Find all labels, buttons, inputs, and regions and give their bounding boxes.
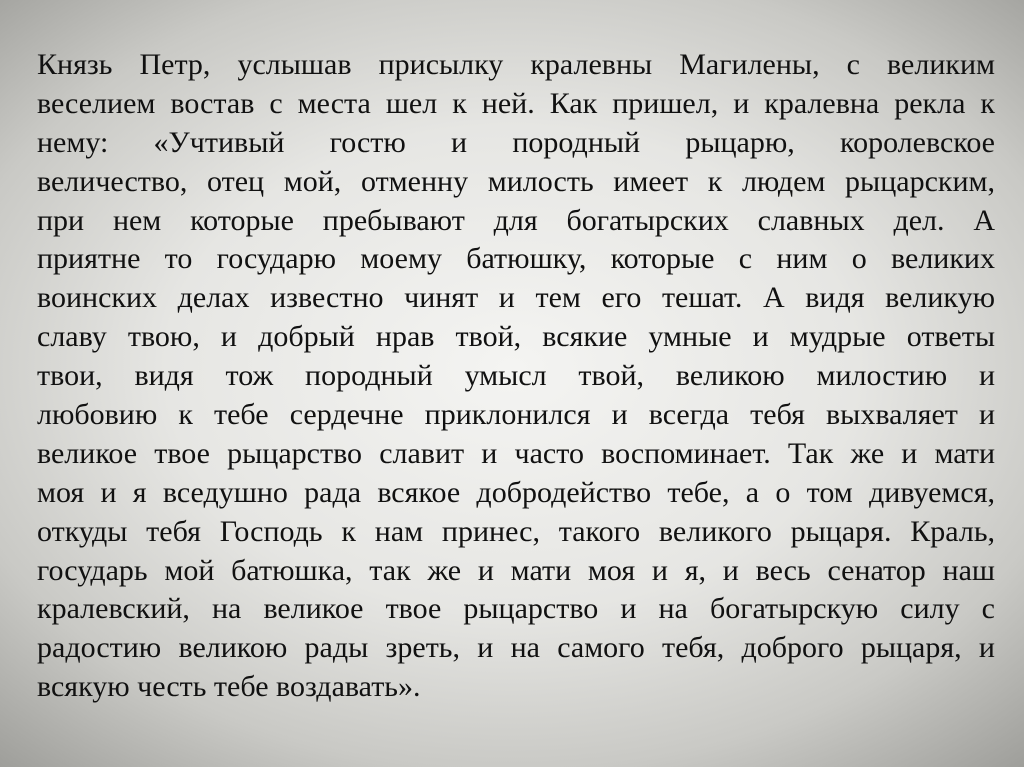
text-line: Князь Петр, услышав присылку кралевны Магилены, с великим [37, 48, 995, 81]
text-line: государь мой батюшка, так же и мати моя и я, и весь сенатор наш [37, 553, 995, 587]
text-block [37, 46, 995, 707]
text-line: великое твое рыцарство славит и часто воспоминает. Так же и мати [37, 436, 995, 470]
text-line: кралевский, на великое твое рыцарство и на богатырскую силу с [37, 592, 995, 626]
text-line-last: всякую честь тебе воздавать». [37, 670, 421, 704]
text-line: моя и я вседушно рада всякое добродейство тебе, а о том дивуемся, [37, 475, 995, 509]
text-line: приятне то государю моему батюшку, которые с ним о великих [37, 242, 995, 276]
text-line: славу твою, и добрый нрав твой, всякие умные и мудрые ответы [37, 320, 995, 354]
text-line: твои, видя тож породный умысл твой, великою милостию и [37, 359, 995, 393]
text-line: веселием востав с места шел к ней. Как пришел, и кралевна рекла к [37, 86, 995, 120]
text-line: величество, отец мой, отменну милость имеет к людем рыцарским, [37, 164, 995, 198]
text-line: при нем которые пребывают для богатырских славных дел. А [37, 203, 995, 237]
text-line: откуды тебя Господь к нам принес, такого великого рыцаря. Краль, [37, 514, 995, 548]
text-line: радостию великою рады зреть, и на самого тебя, доброго рыцаря, и [37, 631, 995, 665]
text-line: нему: «Учтивый гостю и породный рыцарю, королевское [37, 125, 995, 159]
text-line: воинских делах известно чинят и тем его тешат. А видя великую [37, 281, 995, 315]
text-line: любовию к тебе сердечне приклонился и всегда тебя выхваляет и [37, 398, 995, 432]
